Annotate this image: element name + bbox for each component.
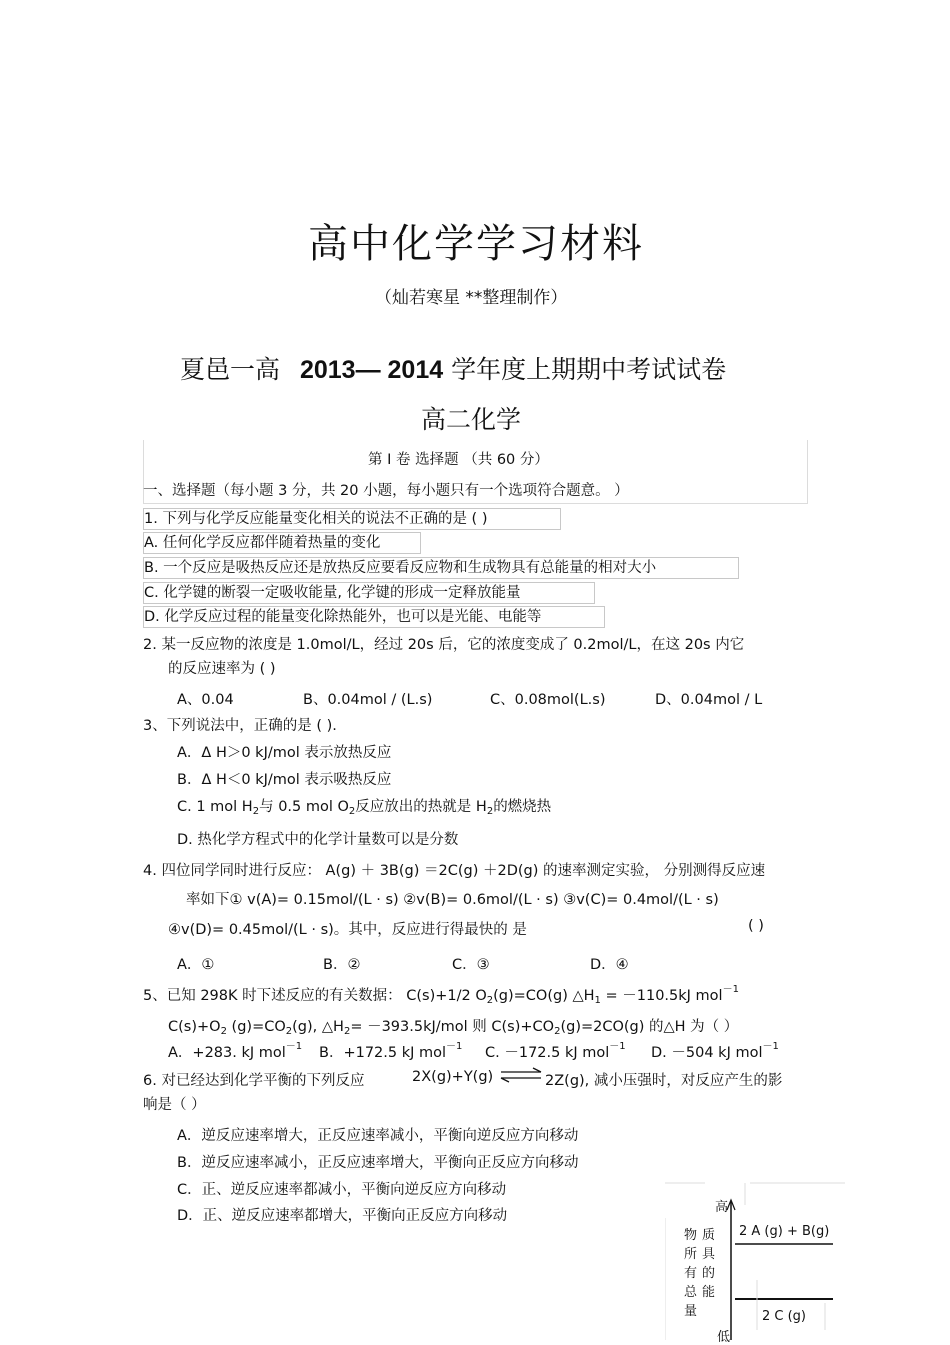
q1-option-a: A. 任何化学反应都伴随着热量的变化 xyxy=(143,532,421,554)
q5-a-text: A．+283. kJ mol xyxy=(168,1045,286,1061)
q5-l1-sub: 2 xyxy=(486,995,494,1006)
q3-c-text-2: 与 0.5 mol O xyxy=(259,799,349,815)
q5-d-text: D. －504 kJ mol xyxy=(651,1045,763,1061)
q5-l1-c: = －110.5kJ mol xyxy=(600,988,723,1004)
q5-l2-a: C(s)+O xyxy=(168,1019,221,1035)
axis-char: 具 xyxy=(702,1247,716,1262)
q3-c-text-1: C. 1 mol H xyxy=(177,799,253,815)
q1-option-c: C. 化学键的断裂一定吸收能量, 化学键的形成一定释放能量 xyxy=(143,582,595,604)
diagram-high-label: 高 xyxy=(715,1200,729,1215)
q5-l1-b: (g)=CO(g) △H xyxy=(493,988,595,1004)
q5-line2 xyxy=(168,1015,738,1036)
q2-line2: 的反应速率为 ( ) xyxy=(168,661,276,677)
diagram-axis-col2 xyxy=(702,1226,715,1302)
q5-option-b xyxy=(319,1041,462,1062)
q6-line1-a: 6. 对已经达到化学平衡的下列反应 xyxy=(143,1073,365,1089)
section-heading: 第 I 卷 选择题 （共 60 分） xyxy=(368,452,549,468)
exam-years: 2013— 2014 xyxy=(299,356,444,384)
q5-option-c xyxy=(485,1041,626,1062)
q5-l2-sub2: 2 xyxy=(285,1026,293,1037)
q3-option-a: A．Δ H＞0 kJ/mol 表示放热反应 xyxy=(177,745,392,761)
diagram-reactants-label: 2 A (g) + B(g) xyxy=(739,1224,830,1239)
q1-option-b: B. 一个反应是吸热反应还是放热反应要看反应物和生成物具有总能量的相对大小 xyxy=(143,557,739,579)
q3-option-d: D. 热化学方程式中的化学计量数可以是分数 xyxy=(177,832,459,848)
q5-l2-e: (g)=2CO(g) 的△H 为（ ） xyxy=(560,1019,739,1035)
q6-option-d: D．正、逆反应速率都增大，平衡向正反应方向移动 xyxy=(177,1208,508,1224)
q1-option-d: D. 化学反应过程的能量变化除热能外，也可以是光能、电能等 xyxy=(143,606,605,628)
q5-option-d xyxy=(651,1041,779,1062)
q5-l2-sub4: 2 xyxy=(554,1026,561,1037)
q6-option-b: B．逆反应速率减小，正反应速率增大，平衡向正反应方向移动 xyxy=(177,1155,579,1171)
axis-char: 质 xyxy=(702,1228,716,1243)
q3-c-sub-2: 2 xyxy=(348,806,356,817)
q6-line1-b: 2X(g)+Y(g) xyxy=(412,1069,494,1085)
diagram-low-label: 低 xyxy=(717,1330,731,1345)
q3-c-text-3: 反应放出的热就是 H xyxy=(355,799,487,815)
q3-c-sub-1: 2 xyxy=(252,806,260,817)
diagram-products-label: 2 C (g) xyxy=(762,1309,807,1324)
q4-line3: ④v(D)= 0.45mol/(L · s)。其中，反应进行得最快的 是 xyxy=(168,922,527,938)
q5-c-text: C. －172.5 kJ mol xyxy=(485,1045,610,1061)
section-instruction: 一、选择题（每小题 3 分，共 20 小题，每小题只有一个选项符合题意。 ） xyxy=(143,483,629,499)
q4-option-a: A．① xyxy=(177,957,215,973)
q2-option-d: D、0.04mol / L xyxy=(655,692,763,708)
axis-char: 总 xyxy=(684,1285,698,1300)
q2-option-c: C、0.08mol(L.s) xyxy=(490,692,606,708)
q3-option-b: B．Δ H＜0 kJ/mol 表示吸热反应 xyxy=(177,772,392,788)
axis-char: 能 xyxy=(702,1285,716,1300)
q5-c-sup: －1 xyxy=(609,1041,626,1052)
q3-c-text-4: 的燃烧热 xyxy=(493,799,552,815)
q3-option-c xyxy=(177,795,551,816)
q4-line1: 4. 四位同学同时进行反应： A(g) ＋ 3B(g) ＝2C(g) ＋2D(g) 的速率测定实验， 分别测得反应速 xyxy=(143,863,766,879)
q5-line1 xyxy=(143,984,739,1005)
axis-char: 所 xyxy=(684,1247,698,1262)
q6-line1-c: 2Z(g), 减小压强时，对反应产生的影 xyxy=(545,1073,783,1089)
axis-char: 有 xyxy=(684,1266,698,1281)
q6-line2: 响是（ ） xyxy=(143,1097,206,1113)
document-title: 高中化学学习材料 xyxy=(308,221,644,267)
q5-option-a xyxy=(168,1041,302,1062)
exam-title xyxy=(180,350,726,386)
q2-option-a: A、0.04 xyxy=(177,692,234,708)
exam-term: 学年度上期期中考试试卷 xyxy=(451,355,727,384)
q6-option-c: C．正、逆反应速率都减小，平衡向逆反应方向移动 xyxy=(177,1182,507,1198)
axis-char: 物 xyxy=(684,1228,698,1243)
q4-line2: 率如下① v(A)= 0.15mol/(L · s) ②v(B)= 0.6mol/(L · s) ③v(C)= 0.4mol/(L · s) xyxy=(186,892,719,908)
q5-l2-sub: 2 xyxy=(220,1026,227,1037)
equilibrium-arrow-icon xyxy=(499,1067,543,1083)
q3-c-sub-3: 2 xyxy=(486,806,494,817)
q6-option-a: A．逆反应速率增大，正反应速率减小，平衡向逆反应方向移动 xyxy=(177,1128,579,1144)
q1-stem: 1. 下列与化学反应能量变化相关的说法不正确的是 ( ) xyxy=(143,508,561,530)
course-title: 高二化学 xyxy=(421,405,522,434)
q5-b-sup: －1 xyxy=(446,1041,463,1052)
q5-d-sup: －1 xyxy=(762,1041,779,1052)
q3-stem: 3、下列说法中，正确的是 ( ). xyxy=(143,718,337,734)
axis-char: 的 xyxy=(702,1266,716,1281)
q5-a-sup: －1 xyxy=(285,1041,303,1052)
q5-b-text: B．+172.5 kJ mol xyxy=(319,1045,447,1061)
exam-school: 夏邑一高 xyxy=(180,355,281,384)
q5-l2-c: (g), △H xyxy=(292,1019,344,1035)
q2-line1: 2. 某一反应物的浓度是 1.0mol/L，经过 20s 后，它的浓度变成了 0.2mol/L，在这 20s 内它 xyxy=(143,637,745,653)
q2-option-b: B、0.04mol / (L.s) xyxy=(303,692,433,708)
q5-l2-sub3: 2 xyxy=(343,1026,351,1037)
q4-option-b: B．② xyxy=(323,957,361,973)
q4-option-c: C．③ xyxy=(452,957,490,973)
q5-l1-sub2: 1 xyxy=(594,995,601,1006)
q5-l1-a: 5、已知 298K 时下述反应的有关数据： C(s)+1/2 O xyxy=(143,988,487,1004)
q4-option-d: D．④ xyxy=(590,957,629,973)
q5-l2-b: (g)=CO xyxy=(226,1019,286,1035)
document-subtitle: （灿若寒星 **整理制作） xyxy=(375,288,568,308)
q5-l1-sup: －1 xyxy=(722,984,739,995)
q5-l2-d: = －393.5kJ/mol 则 C(s)+CO xyxy=(350,1019,555,1035)
q4-paren: ( ) xyxy=(748,918,764,934)
axis-char: 量 xyxy=(684,1304,698,1319)
diagram-axis-col1 xyxy=(684,1226,697,1321)
